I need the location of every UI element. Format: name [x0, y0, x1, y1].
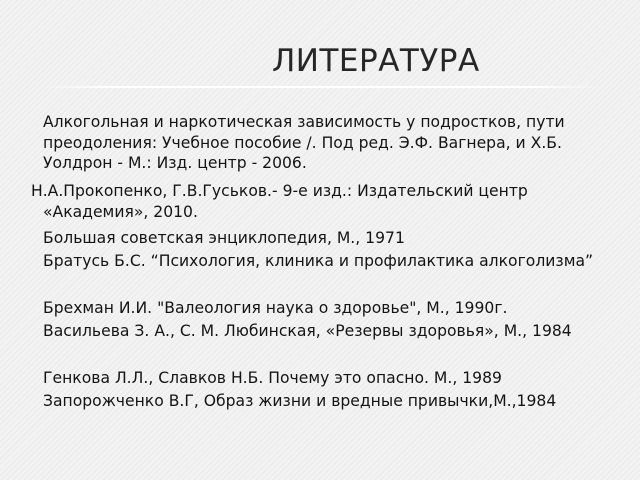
- reference-text: Братусь Б.С. “Психология, клиника и профилактика алкоголизма”: [43, 252, 594, 270]
- reference-text: Н.А.Прокопенко, Г.В.Гуськов.- 9-е изд.: Издательский центр: [31, 182, 528, 200]
- title-underline: [42, 86, 602, 88]
- reference-text: Генкова Л.Л., Славков Н.Б. Почему это опасно. М., 1989: [43, 369, 502, 387]
- reference-text: Большая советская энциклопедия, М., 1971: [43, 229, 405, 247]
- reference-text: Алкогольная и наркотическая зависимость у подростков, пути преодоления: Учебное пособие /. Под ред. Э.Ф. Вагнера, и Х.Б. Уолдрон - М.: Изд. центр - 2006.: [43, 113, 565, 172]
- reference-item: [43, 368, 611, 389]
- reference-item: [43, 228, 611, 249]
- reference-text: Васильева З. А., С. М. Любинская, «Резервы здоровья», М., 1984: [43, 322, 572, 340]
- reference-item: [31, 181, 599, 222]
- reference-item: [43, 321, 611, 342]
- slide-title: ЛИТЕРАТУРА: [272, 43, 480, 79]
- reference-item: [43, 251, 611, 272]
- reference-item: [43, 112, 611, 174]
- reference-text: Запорожченко В.Г, Образ жизни и вредные привычки,М.,1984: [43, 392, 557, 410]
- reference-text-continuation: «Академия», 2010.: [43, 202, 198, 221]
- reference-item: [43, 298, 611, 319]
- reference-item: [43, 391, 611, 412]
- reference-text: Брехман И.И. "Валеология наука о здоровье", М., 1990г.: [43, 299, 508, 317]
